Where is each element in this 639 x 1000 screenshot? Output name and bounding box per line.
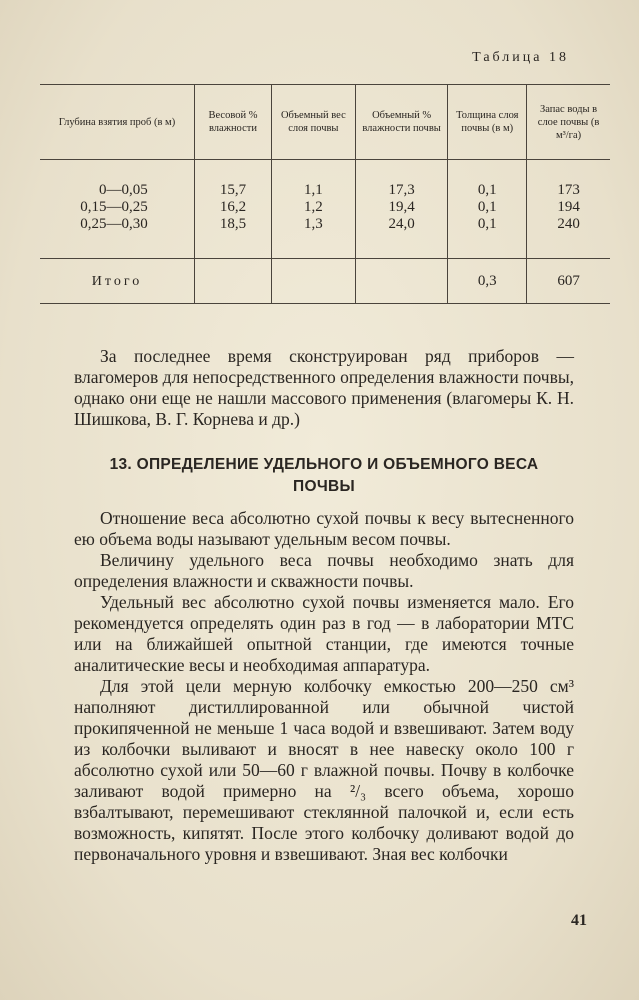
table-cell: 15,7 [219,182,247,198]
header-volume-moisture: Объемный % влажности почвы [355,85,448,160]
total-thickness: 0,3 [448,259,527,304]
table-cell: 240 [557,216,580,232]
weight-moisture-cell [195,160,272,259]
paragraph-purpose: Величину удельного веса почвы необходимо знать для определения влажности и скважности почвы. [74,550,574,591]
depth-cell [40,160,195,259]
paragraph-definition: Отношение веса абсолютно сухой почвы к весу вытесненного ею объема воды называют удельным весом почвы. [74,508,574,549]
table-cell: 19,4 [388,199,415,215]
bulk-density-cell [271,160,355,259]
section-heading-line2: ПОЧВЫ [293,478,355,495]
table-cell: 18,5 [219,216,247,232]
table-cell: 24,0 [388,216,415,232]
header-depth: Глубина взятия проб (в м) [40,85,195,160]
section-heading-line1: 13. ОПРЕДЕЛЕНИЕ УДЕЛЬНОГО И ОБЪЕМНОГО ВЕСА [109,456,539,473]
layer-thickness-cell [448,160,527,259]
total-water-reserve: 607 [527,259,610,304]
section-heading [74,454,574,498]
page-number: 41 [571,912,587,929]
table-cell: 173 [557,182,580,198]
table-data-row [40,160,610,259]
table-caption: Таблица 18 [472,50,569,65]
empty-cell [355,259,448,304]
water-reserve-cell [527,160,610,259]
soil-moisture-table [40,84,610,304]
table-cell: 1,2 [303,199,323,215]
table-cell: 0,15—0,25 [80,199,148,215]
total-label [40,259,195,304]
total-label-text: Итого [91,273,143,289]
table-total-row [40,259,610,304]
paragraph-text: За последнее время сконструирован ряд приборов — влагомеров для непосредственного определения влажности почвы, однако они еще не нашли массового применения (влагомеры К. Н. Шишкова, В. Г. Корнева и др.) [74,346,574,429]
table-cell: 1,3 [303,216,323,232]
table-header-row [40,85,610,160]
header-layer-thickness: Толщина слоя почвы (в м) [448,85,527,160]
table-cell: 0,1 [477,216,497,232]
header-bulk-density: Объемный вес слоя почвы [271,85,355,160]
section-body [74,508,574,865]
empty-cell [195,259,272,304]
table-cell: 0,1 [477,199,497,215]
volume-moisture-cell [355,160,448,259]
header-water-reserve: Запас воды в слое почвы (в м³/га) [527,85,610,160]
table-cell: 0,25—0,30 [80,216,148,232]
table-cell: 16,2 [219,199,247,215]
table-cell: 17,3 [388,182,415,198]
table-cell: 194 [557,199,580,215]
paragraph-instruments [74,346,574,430]
table-cell: 0—0,05 [99,182,148,198]
header-weight-moisture: Весовой % влажности [195,85,272,160]
table-cell: 1,1 [303,182,323,198]
paragraph-procedure: Для этой цели мерную колбочку емкостью 200—250 см³ наполняют дистиллированной или обычной чистой прокипяченной не меньше 1 часа водой и взвешивают. Затем воду из колбочки выливают и вносят в нее навеску около 100 г абсолютно сухой или 50—60 г влажной почвы. Почву в колбочке заливают водой примерно на ²/₃ всего объема, хорошо взбалтывают, перемешивают стеклянной палочкой и, если есть возможность, кипятят. После этого колбочку доливают водой до первоначального уровня и взвешивают. Зная вес колбочки [74,676,574,864]
table-cell: 0,1 [477,182,497,198]
paragraph-frequency: Удельный вес абсолютно сухой почвы изменяется мало. Его рекомендуется определять один раз в год — в лаборатории МТС или на ближайшей опытной станции, где имеются точные аналитические весы и необходимая аппаратура. [74,592,574,675]
empty-cell [271,259,355,304]
